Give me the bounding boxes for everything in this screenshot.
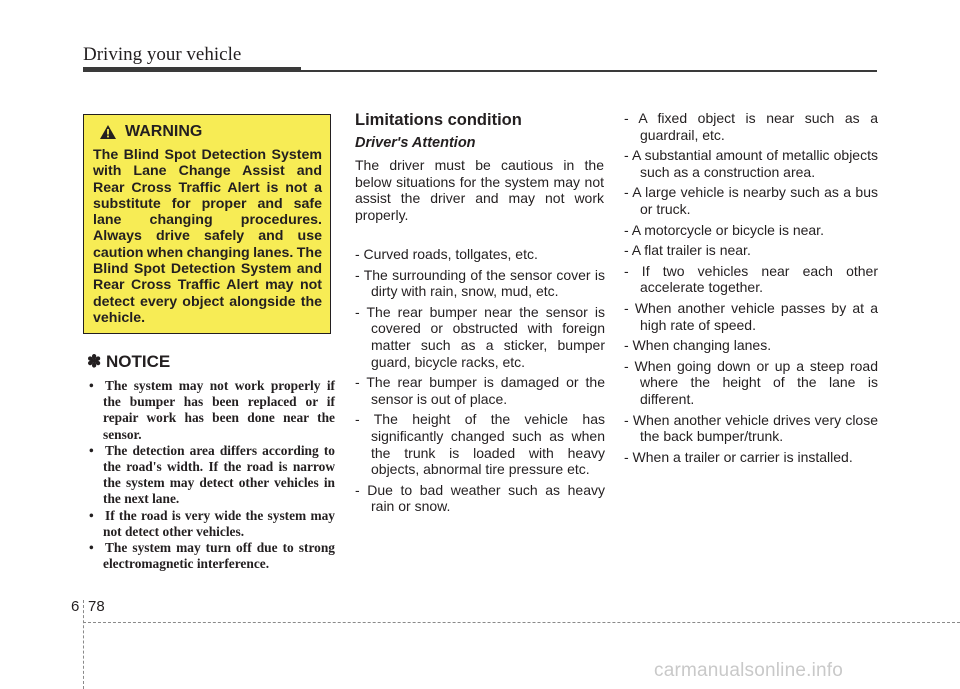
- notice-item: • The system may turn off due to strong electromagnetic interference.: [87, 540, 335, 572]
- list-item: - If two vehicles near each other accelerate together.: [624, 262, 878, 296]
- page-number: 78: [88, 598, 105, 615]
- list-item: - The height of the vehicle has significantly changed such as when the trunk is loaded with heavy objects, abnormal tire pressure etc.: [355, 411, 605, 478]
- notice-item: • The system may not work properly if the bumper has been replaced or if repair work has been done near the sensor.: [87, 378, 335, 443]
- list-item: - A substantial amount of metallic objects such as a construction area.: [624, 147, 878, 180]
- limitations-list-right: [624, 110, 878, 469]
- footer-divider: [83, 600, 84, 689]
- list-item: - When another vehicle drives very close the back bumper/trunk.: [624, 411, 878, 445]
- section-subtitle: Driver's Attention: [355, 135, 476, 151]
- list-item: - The surrounding of the sensor cover is dirty with rain, snow, mud, etc.: [355, 266, 605, 300]
- list-item: - When going down or up a steep road where the height of the lane is different.: [624, 357, 878, 407]
- list-item: - When changing lanes.: [624, 337, 772, 354]
- header-rule-thin: [301, 70, 877, 72]
- watermark: carmanualsonline.info: [654, 660, 844, 681]
- notice-item: • The detection area differs according to the road's width. If the road is narrow the system may detect other vehicles in the next lane.: [87, 443, 335, 508]
- list-item: - Due to bad weather such as heavy rain or snow.: [355, 481, 605, 515]
- list-item: - The rear bumper near the sensor is covered or obstructed with foreign matter such as a sticker, bumper guard, bicycle racks, etc.: [355, 303, 605, 370]
- limitations-list-middle: [355, 246, 605, 519]
- notice-title: ✽ NOTICE: [87, 352, 171, 371]
- warning-box: [83, 114, 331, 334]
- intro-paragraph: The driver must be cautious in the below situations for the system may not assist the driver and may not work properly.: [355, 157, 604, 223]
- warning-title: WARNING: [125, 123, 203, 140]
- header-rule-thick: [83, 67, 301, 72]
- list-item: - The rear bumper is damaged or the sensor is out of place.: [355, 374, 605, 407]
- list-item: - When a trailer or carrier is installed.: [624, 448, 853, 465]
- list-item: - When another vehicle passes by at a high rate of speed.: [624, 299, 878, 333]
- list-item: - Curved roads, tollgates, etc.: [355, 246, 538, 262]
- list-item: - A large vehicle is nearby such as a bus or truck.: [624, 184, 878, 217]
- list-item: - A fixed object is near such as a guardrail, etc.: [624, 110, 878, 143]
- notice-item: • If the road is very wide the system may not detect other vehicles.: [87, 508, 335, 540]
- footer-rule: [83, 622, 960, 623]
- page-header-title: Driving your vehicle: [83, 44, 242, 65]
- list-item: - A motorcycle or bicycle is near.: [624, 221, 824, 238]
- warning-triangle-icon: [99, 124, 117, 140]
- section-title: Limitations condition: [355, 111, 522, 129]
- warning-body: The Blind Spot Detection System with Lane Change Assist and Rear Cross Traffic Alert is not a substitute for proper and safe lane changing procedures. Always drive safely and use caution when changing lanes. The Blind Spot Detection System and Rear Cross Traffic Alert may not detect every object alongside the vehicle.: [93, 147, 322, 326]
- warning-header: [99, 123, 322, 141]
- list-item: - A flat trailer is near.: [624, 242, 751, 259]
- chapter-number: 6: [71, 598, 80, 615]
- notice-list: [87, 378, 335, 572]
